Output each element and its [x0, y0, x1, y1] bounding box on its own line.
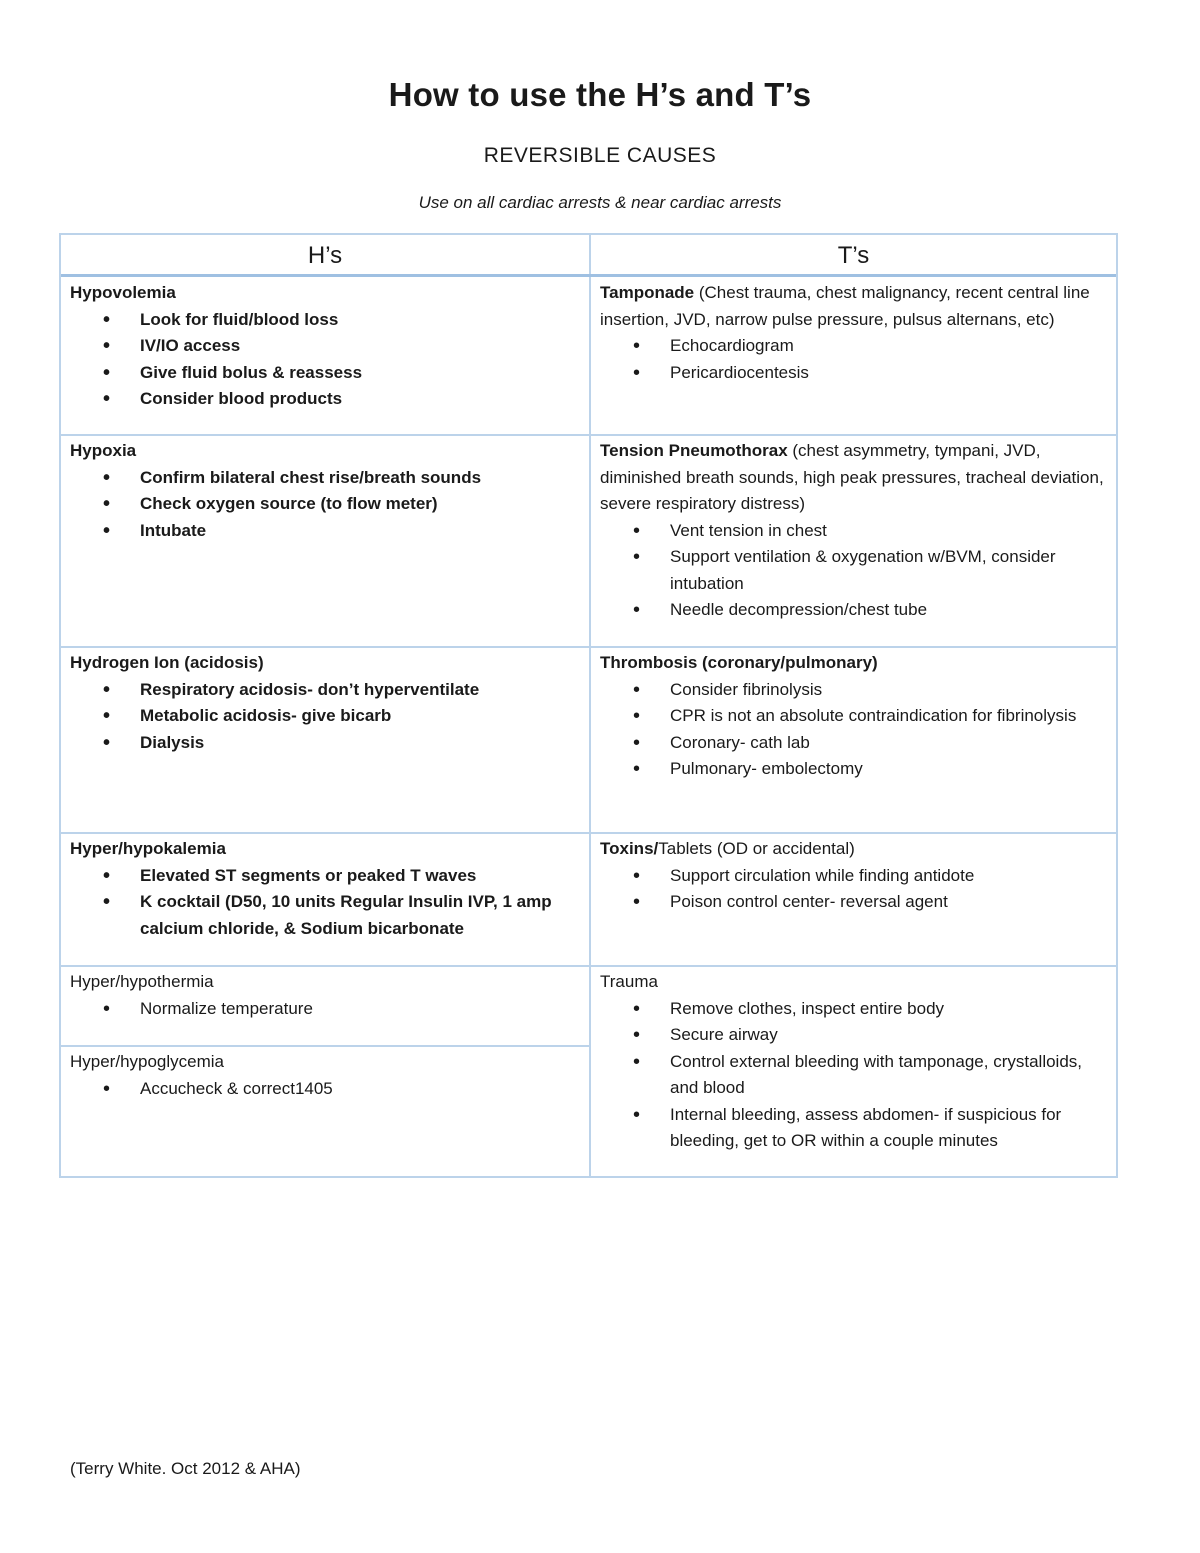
list-item: • Echocardiogram — [600, 333, 1105, 360]
cell-heading-detail: Tablets (OD or accidental) — [658, 839, 855, 858]
list-item: • Give fluid bolus & reassess — [70, 360, 575, 387]
list-item: • Confirm bilateral chest rise/breath sounds — [70, 465, 575, 492]
cell-tension-pneumothorax — [600, 438, 1105, 624]
list-item: • Control external bleeding with tamponage, crystalloids, and blood — [600, 1049, 1105, 1102]
list-item: • K cocktail (D50, 10 units Regular Insulin IVP, 1 amp calcium chloride, & Sodium bicarbonate — [70, 889, 575, 942]
cell-hypothermia — [70, 969, 575, 1022]
cell-heading-term: Tamponade — [600, 283, 695, 302]
cell-heading: Hyper/hypokalemia — [70, 839, 226, 858]
row-divider — [61, 646, 1116, 648]
cell-toxins — [600, 836, 1105, 916]
list-item: • Internal bleeding, assess abdomen- if suspicious for bleeding, get to OR within a couple minutes — [600, 1102, 1105, 1155]
list-item: • Needle decompression/chest tube — [600, 597, 1105, 624]
row-divider — [61, 832, 1116, 834]
cell-heading: Thrombosis (coronary/pulmonary) — [600, 653, 878, 672]
list-item: • Consider fibrinolysis — [600, 677, 1105, 704]
cell-heading — [600, 836, 1105, 863]
list-item: • Remove clothes, inspect entire body — [600, 996, 1105, 1023]
list-item: • IV/IO access — [70, 333, 575, 360]
list-item: • Support ventilation & oxygenation w/BVM, consider intubation — [600, 544, 1105, 597]
cell-heading: Hypovolemia — [70, 283, 176, 302]
list-item: • Accucheck & correct1405 — [70, 1076, 575, 1103]
cell-heading — [600, 280, 1105, 333]
list-item: • CPR is not an absolute contraindication for fibrinolysis — [600, 703, 1105, 730]
list-item: • Elevated ST segments or peaked T waves — [70, 863, 575, 890]
list-item: • Check oxygen source (to flow meter) — [70, 491, 575, 518]
cell-trauma — [600, 969, 1105, 1155]
cell-heading-term: Tension Pneumothorax — [600, 441, 788, 460]
cell-hypovolemia — [70, 280, 575, 413]
page-title: How to use the H’s and T’s — [388, 76, 812, 113]
page-subtitle: REVERSIBLE CAUSES — [483, 144, 717, 167]
cell-heading: Hydrogen Ion (acidosis) — [70, 653, 264, 672]
list-item: • Look for fluid/blood loss — [70, 307, 575, 334]
list-item: • Normalize temperature — [70, 996, 575, 1023]
list-item: • Secure airway — [600, 1022, 1105, 1049]
list-item: • Poison control center- reversal agent — [600, 889, 1105, 916]
list-item: • Respiratory acidosis- don’t hyperventilate — [70, 677, 575, 704]
column-divider — [589, 235, 591, 1176]
source-citation: (Terry White. Oct 2012 & AHA) — [70, 1459, 301, 1478]
cell-tamponade — [600, 280, 1105, 386]
cell-heading: Trauma — [600, 972, 658, 991]
usage-note: Use on all cardiac arrests & near cardiac arrests — [418, 193, 782, 212]
row-divider — [61, 965, 1116, 967]
column-header-ts: T’s — [837, 242, 870, 269]
list-item: • Intubate — [70, 518, 575, 545]
list-item: • Dialysis — [70, 730, 575, 757]
cell-hypoxia — [70, 438, 575, 544]
causes-table — [59, 233, 1118, 1178]
cell-heading-detail: (Chest trauma, chest malignancy, recent central line insertion, JVD, narrow pulse pressure, pulsus alternans, etc) — [600, 283, 1090, 329]
cell-heading-term: Toxins/ — [600, 839, 659, 858]
list-item: • Pulmonary- embolectomy — [600, 756, 1105, 783]
column-header-hs: H’s — [307, 242, 343, 269]
row-divider — [61, 1045, 589, 1047]
cell-hyperkalemia — [70, 836, 575, 942]
list-item: • Consider blood products — [70, 386, 575, 413]
cell-hydrogen-ion — [70, 650, 575, 756]
cell-heading — [600, 438, 1105, 518]
cell-heading-detail: (chest asymmetry, tympani, JVD, diminished breath sounds, high peak pressures, tracheal deviation, severe respiratory distress) — [600, 441, 1104, 513]
list-item: • Support circulation while finding antidote — [600, 863, 1105, 890]
cell-heading: Hyper/hypothermia — [70, 972, 214, 991]
list-item: • Vent tension in chest — [600, 518, 1105, 545]
cell-hypoglycemia — [70, 1049, 575, 1102]
row-divider — [61, 434, 1116, 436]
cell-heading: Hyper/hypoglycemia — [70, 1052, 225, 1071]
cell-heading: Hypoxia — [70, 441, 137, 460]
list-item: • Pericardiocentesis — [600, 360, 1105, 387]
cell-thrombosis — [600, 650, 1105, 783]
list-item: • Metabolic acidosis- give bicarb — [70, 703, 575, 730]
list-item: • Coronary- cath lab — [600, 730, 1105, 757]
